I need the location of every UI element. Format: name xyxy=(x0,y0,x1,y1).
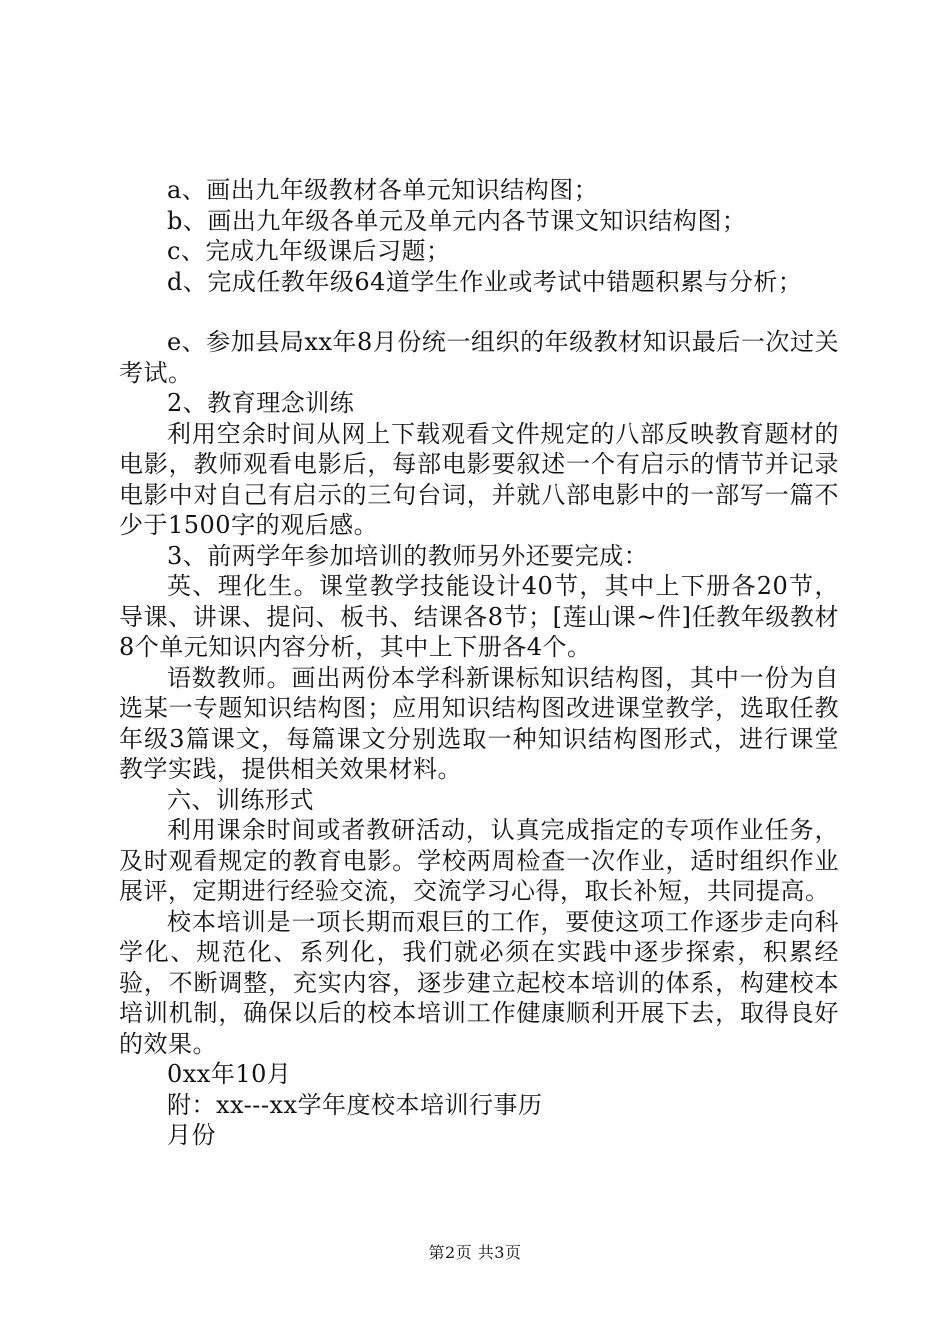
paragraph-chinese-math-teachers: 语数教师。画出两份本学科新课标知识结构图，其中一份为自选某一专题知识结构图；应用知识结构图改进课堂教学，选取任教年级3篇课文，每篇课文分别选取一种知识结构图形式，进行课堂教学实践，提供相关效果材料。 xyxy=(119,663,839,783)
list-item-c: c、完成九年级课后习题； xyxy=(167,237,451,265)
appendix-month-label: 月份 xyxy=(167,1121,216,1149)
paragraph-movie-training: 利用空余时间从网上下载观看文件规定的八部反映教育题材的电影，教师观看电影后，每部电影要叙述一个有启示的情节并记录电影中对自己有启示的三句台词，并就八部电影中的一部写一篇不少于1500字的观后感。 xyxy=(119,419,839,539)
document-body xyxy=(119,175,839,1151)
section-heading-training-format: 六、训练形式 xyxy=(167,785,314,814)
section-heading-additional-tasks: 3、前两学年参加培训的教师另外还要完成： xyxy=(167,541,649,570)
list-item-e: e、参加县局xx年8月份统一组织的年级教材知识最后一次过关考试。 xyxy=(119,328,839,387)
list-item-b: b、画出九年级各单元及单元内各节课文知识结构图； xyxy=(167,206,747,235)
list-item-d: d、完成任教年级64道学生作业或考试中错题积累与分析； xyxy=(167,267,803,296)
paragraph-training-format: 利用课余时间或者教研活动，认真完成指定的专项作业任务，及时观看规定的教育电影。学校两周检查一次作业，适时组织作业展评，定期进行经验交流，交流学习心得，取长补短，共同提高。 xyxy=(119,816,839,905)
paragraph-gap xyxy=(119,297,839,327)
page-footer: 第2页 共3页 xyxy=(428,1243,522,1262)
paragraph-english-science-teachers: 英、理化生。课堂教学技能设计40节，其中上下册各20节，导课、讲课、提问、板书、结课各8节；[莲山课~件]任教年级教材8个单元知识内容分析，其中上下册各4个。 xyxy=(119,572,839,661)
appendix-title: 附：xx---xx学年度校本培训行事历 xyxy=(167,1090,543,1119)
paragraph-conclusion: 校本培训是一项长期而艰巨的工作，要使这项工作逐步走向科学化、规范化、系列化，我们就必须在实践中逐步探索，积累经验，不断调整，充实内容，逐步建立起校本培训的体系，构建校本培训机制，确保以后的校本培训工作健康顺利开展下去，取得良好的效果。 xyxy=(119,907,839,1058)
list-item-a: a、画出九年级教材各单元知识结构图； xyxy=(167,176,599,204)
section-heading-education-philosophy: 2、教育理念训练 xyxy=(167,389,355,417)
document-date: 0xx年10月 xyxy=(167,1060,292,1088)
